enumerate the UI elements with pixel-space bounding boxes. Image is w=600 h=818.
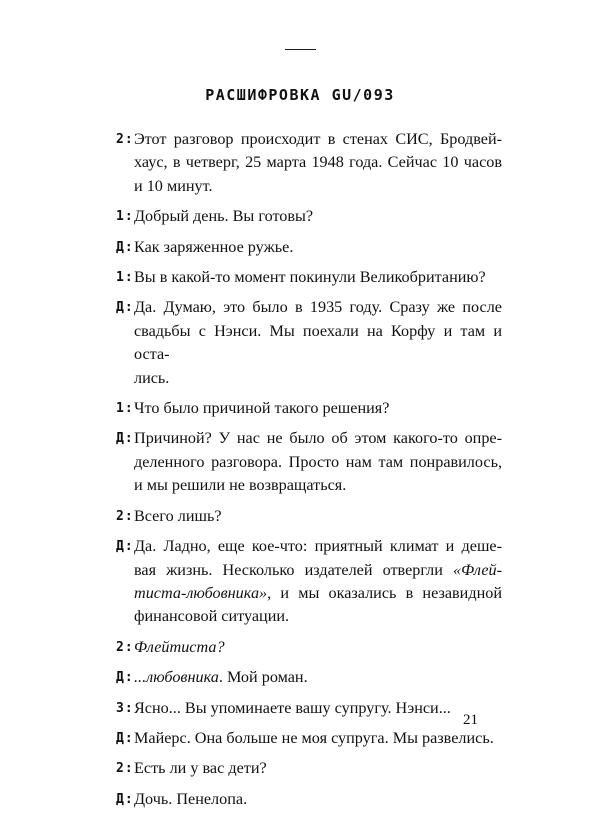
text-line: Этот разговор происходит в стенах СИС, Бродвей- (134, 130, 502, 148)
page-title: РАСШИФРОВКА GU/093 (205, 86, 395, 104)
speaker-label: Д: (116, 539, 133, 555)
transcript-entry (117, 427, 502, 497)
transcript-entry (117, 757, 502, 780)
speaker-label: Д: (116, 431, 133, 447)
text-line: хаус, в четверг, 25 марта 1948 года. Сейчас 10 часов (134, 153, 502, 172)
transcript-entry (117, 788, 502, 811)
text-line: Майерс. Она больше не моя супруга. Мы развелись. (134, 728, 494, 747)
text-line: Как заряженное ружье. (134, 237, 294, 256)
text-line: Есть ли у вас дети? (134, 759, 267, 778)
text-line: финансовой ситуации. (134, 607, 290, 626)
text-line: Ясно... Вы упоминаете вашу супругу. Нэнси... (134, 698, 451, 717)
speaker-label: Д: (116, 670, 133, 686)
speaker-label: Д: (116, 239, 133, 255)
transcript-entry (117, 697, 502, 720)
transcript (117, 128, 502, 818)
transcript-entry (117, 666, 502, 689)
book-title-italic: тиста-любовника» (134, 583, 268, 602)
speaker-label: 2: (116, 639, 133, 655)
speaker-label: 1: (116, 209, 133, 225)
book-title-italic: ...любовника (134, 668, 219, 687)
transcript-entry (117, 266, 502, 289)
transcript-entry (117, 128, 502, 198)
text-line: деленного разговора. Просто нам там понравилось, (134, 452, 502, 471)
text-line: лись. (134, 368, 170, 387)
speaker-label: Д: (116, 791, 133, 807)
text-line: Да. Думаю, это было в 1935 году. Сразу же после (134, 298, 502, 317)
transcript-entry (117, 535, 502, 629)
transcript-entry (117, 727, 502, 750)
text-fragment: вая жизнь. Несколько издателей отвергли (134, 560, 453, 579)
text-line: Что было причиной такого решения? (134, 399, 390, 418)
speaker-label: 2: (116, 761, 133, 777)
transcript-entry (117, 205, 502, 228)
transcript-entry (117, 296, 502, 390)
speaker-label: 2: (116, 132, 133, 147)
text-line: Всего лишь? (134, 506, 222, 525)
speaker-label: 1: (116, 401, 133, 417)
book-title-italic: «Флей- (453, 560, 502, 579)
text-line (134, 636, 502, 659)
speaker-label: Д: (116, 300, 133, 316)
transcript-entry (117, 397, 502, 420)
text-fragment: , и мы оказались в незавидной (267, 583, 502, 602)
text-line: свадьбы с Нэнси. Мы поехали на Корфу и там и оста- (134, 321, 502, 364)
speaker-label: 1: (116, 270, 133, 286)
text-line: Дочь. Пенелопа. (134, 789, 248, 808)
text-line: и мы решили не возвращаться. (134, 476, 347, 495)
speaker-label: 2: (116, 508, 133, 524)
text-line: Причиной? У нас не было об этом какого-то опре- (134, 429, 502, 448)
text-line: Добрый день. Вы готовы? (134, 207, 314, 226)
text-line (134, 559, 502, 582)
transcript-entry (117, 505, 502, 528)
text-fragment: . Мой роман. (218, 668, 308, 687)
speaker-label: Д: (116, 730, 133, 746)
transcript-entry (117, 236, 502, 259)
text-line: Вы в какой-то момент покинули Великобританию? (134, 268, 486, 287)
text-line: и 10 минут. (134, 176, 213, 195)
page-number: 21 (463, 712, 478, 728)
chapter-rule (285, 49, 316, 50)
transcript-entry (117, 636, 502, 659)
text-line: Да. Ладно, еще кое-что: приятный климат и деше- (134, 537, 502, 556)
text-line (134, 582, 502, 605)
italic-question: Флейтиста? (134, 637, 225, 656)
speaker-label: 3: (116, 700, 133, 716)
text-line (134, 666, 502, 689)
